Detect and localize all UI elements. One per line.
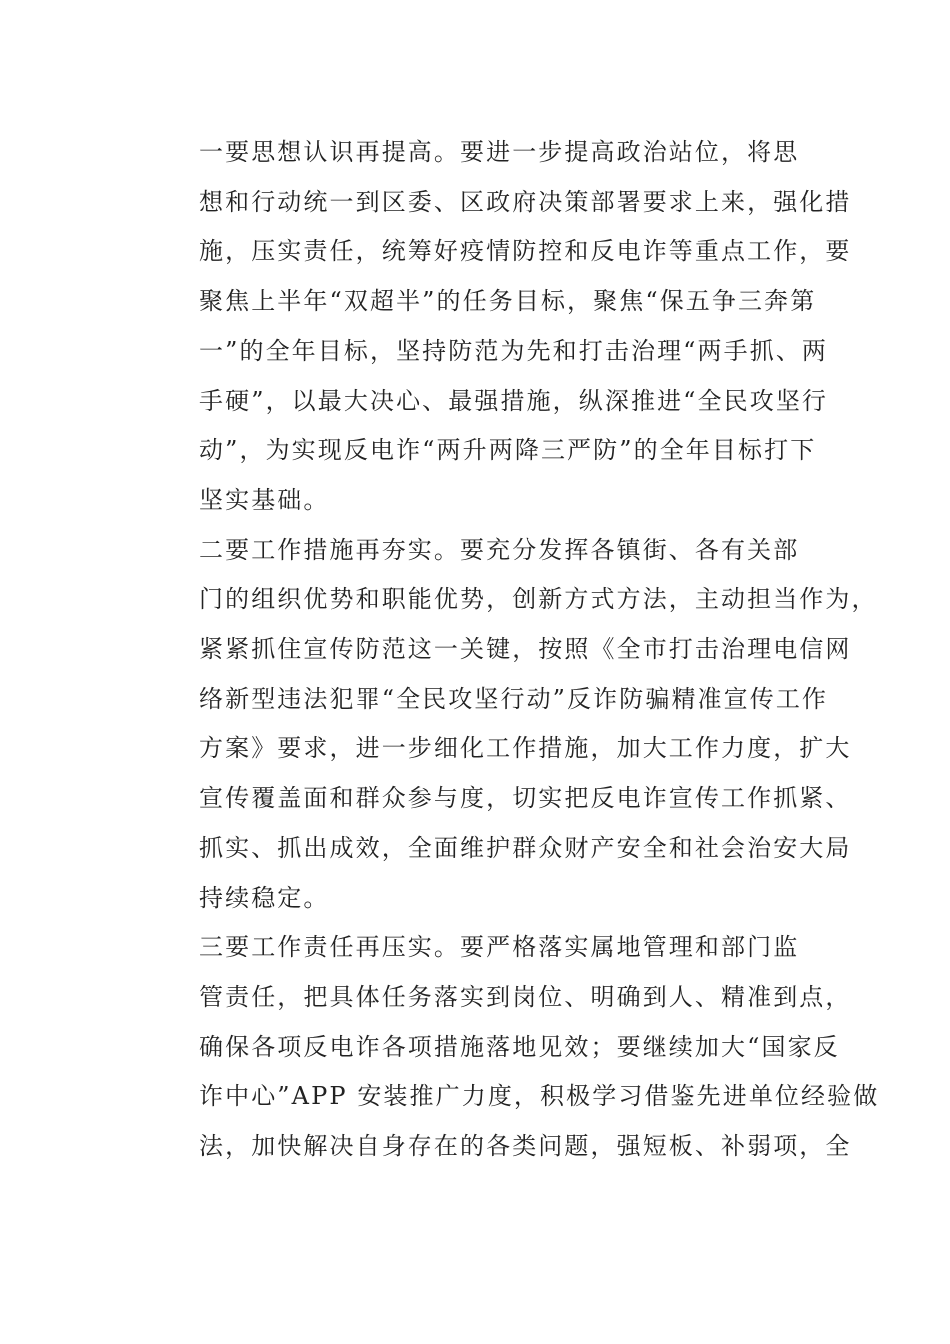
text-line: 想和行动统一到区委、区政府决策部署要求上来，强化措: [199, 187, 852, 216]
text-line: 二要工作措施再夯实。要充分发挥各镇街、各有关部: [199, 535, 800, 564]
text-line: 抓实、抓出成效，全面维护群众财产安全和社会治安大局: [199, 833, 852, 862]
text-line: 手硬”，以最大决心、最强措施，纵深推进“全民攻坚行: [199, 386, 829, 415]
text-line: 管责任，把具体任务落实到岗位、明确到人、精准到点，: [199, 982, 852, 1011]
text-line: 法，加快解决自身存在的各类问题，强短板、补弱项，全: [199, 1132, 852, 1161]
document-body: [147, 128, 880, 1172]
text-line: 一要思想认识再提高。要进一步提高政治站位，将思: [199, 138, 800, 166]
paragraph-1: [147, 128, 852, 526]
text-line: 聚焦上半年“双超半”的任务目标，聚焦“保五争三奔第: [199, 287, 817, 316]
paragraph-2: [147, 526, 878, 924]
text-line: 确保各项反电诈各项措施落地见效；要继续加大“国家反: [199, 1032, 840, 1061]
text-line: 门的组织优势和职能优势，创新方式方法，主动担当作为，: [199, 585, 878, 614]
text-line: 坚实基础。: [199, 485, 330, 514]
paragraph-3: [147, 923, 880, 1172]
text-line: 紧紧抓住宣传防范这一关键，按照《全市打击治理电信网: [199, 635, 852, 664]
text-line: 动”，为实现反电诈“两升两降三严防”的全年目标打下: [199, 436, 817, 465]
text-line: 施，压实责任，统筹好疫情防控和反电诈等重点工作，要: [199, 237, 852, 266]
text-line: 一”的全年目标，坚持防范为先和打击治理“两手抓、两: [199, 336, 829, 365]
text-line: 诈中心”APP 安装推广力度，积极学习借鉴先进单位经验做: [199, 1082, 880, 1111]
text-line: 持续稳定。: [199, 883, 330, 912]
text-line: 宣传覆盖面和群众参与度，切实把反电诈宣传工作抓紧、: [199, 784, 852, 813]
text-line: 方案》要求，进一步细化工作措施，加大工作力度，扩大: [199, 734, 852, 763]
text-line: 络新型违法犯罪“全民攻坚行动”反诈防骗精准宣传工作: [199, 684, 829, 713]
text-line: 三要工作责任再压实。要严格落实属地管理和部门监: [199, 933, 800, 962]
